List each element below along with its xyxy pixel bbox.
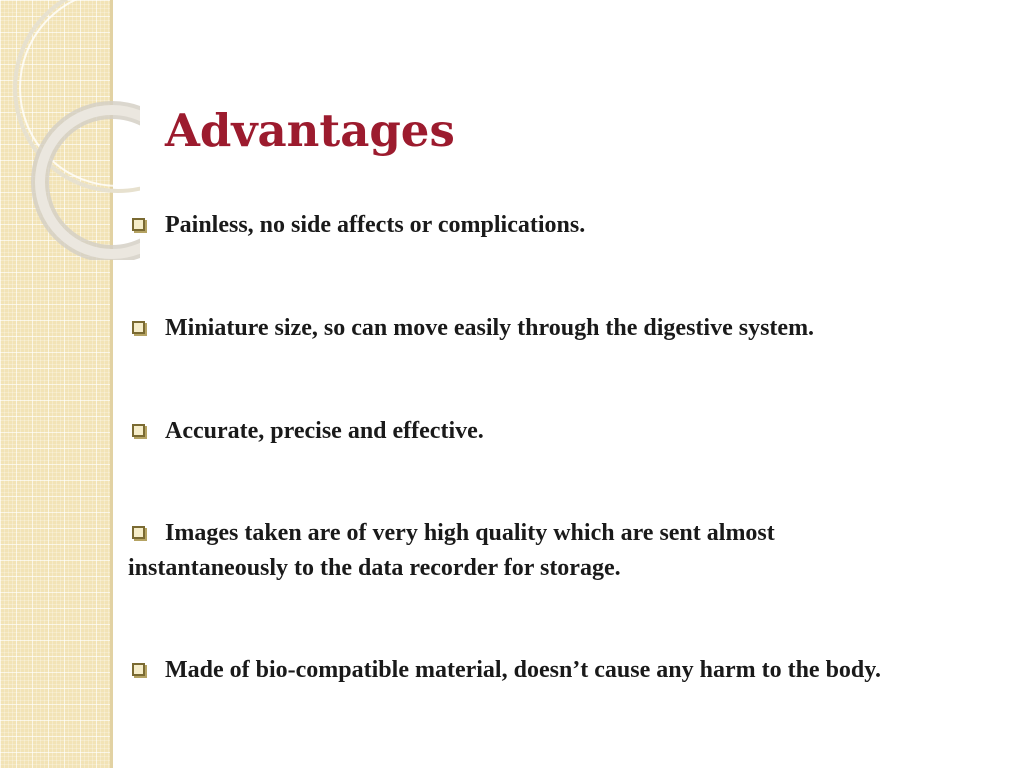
checkbox-bullet-icon bbox=[132, 663, 145, 676]
bullet-text: Painless, no side affects or complications. bbox=[165, 212, 586, 238]
bullet-item bbox=[128, 516, 908, 586]
slide-title: Advantages bbox=[165, 104, 455, 157]
decorative-rings bbox=[0, 0, 140, 260]
bullet-text: Miniature size, so can move easily through the digestive system. bbox=[165, 315, 815, 341]
checkbox-bullet-icon bbox=[132, 526, 145, 539]
bullet-item bbox=[128, 414, 978, 449]
checkbox-bullet-icon bbox=[132, 321, 145, 334]
bullet-text: Images taken are of very high quality which are sent almost instantaneously to the data recorder for storage. bbox=[128, 520, 775, 581]
bullet-text: Accurate, precise and effective. bbox=[165, 418, 484, 444]
bullet-text: Made of bio-compatible material, doesn’t cause any harm to the body. bbox=[165, 657, 881, 683]
bullet-item bbox=[128, 311, 978, 346]
checkbox-bullet-icon bbox=[132, 424, 145, 437]
bullet-item bbox=[128, 653, 958, 688]
checkbox-bullet-icon bbox=[132, 218, 145, 231]
bullet-item bbox=[128, 208, 978, 243]
